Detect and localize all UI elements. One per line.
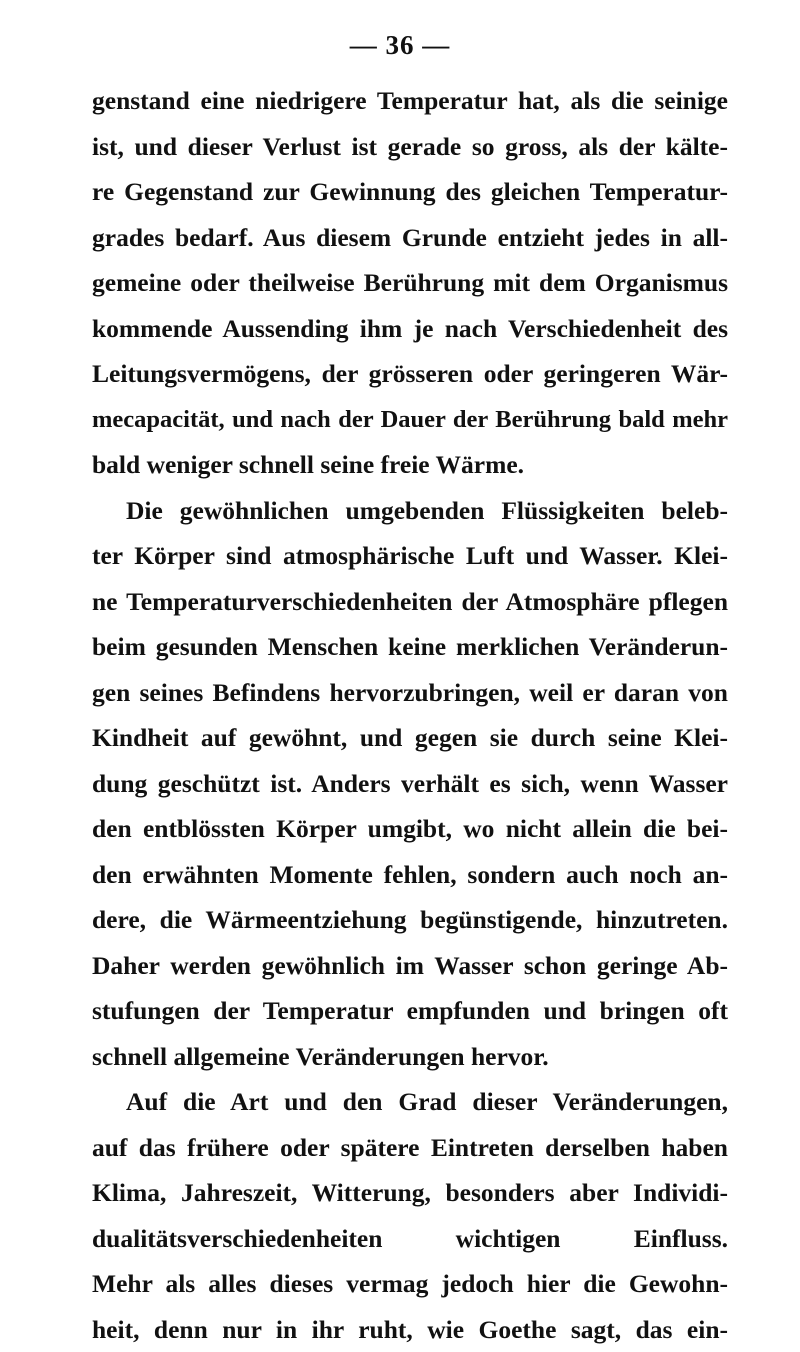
text-line: gen seines Befindens hervorzubringen, weil er daran von	[92, 670, 728, 716]
text-line: schnell allgemeine Veränderungen hervor.	[92, 1034, 728, 1080]
text-line: Die gewöhnlichen umgebenden Flüssigkeiten beleb-	[92, 488, 728, 534]
text-line: ist, und dieser Verlust ist gerade so gross, als der kälte-	[92, 124, 728, 170]
text-line: Daher werden gewöhnlich im Wasser schon geringe Ab-	[92, 943, 728, 989]
text-line: auf das frühere oder spätere Eintreten derselben haben	[92, 1125, 728, 1171]
text-line: den erwähnten Momente fehlen, sondern auch noch an-	[92, 852, 728, 898]
text-line: gemeine oder theilweise Berührung mit dem Organismus	[92, 260, 728, 306]
text-line: beim gesunden Menschen keine merklichen Veränderun-	[92, 624, 728, 670]
text-line: Mehr als alles dieses vermag jedoch hier die Gewohn-	[92, 1261, 728, 1307]
text-line: re Gegenstand zur Gewinnung des gleichen Temperatur-	[92, 169, 728, 215]
text-line: bald weniger schnell seine freie Wärme.	[92, 442, 728, 488]
body-text	[92, 78, 728, 1352]
text-line: Klima, Jahreszeit, Witterung, besonders aber Individi-	[92, 1170, 728, 1216]
text-line: genstand eine niedrigere Temperatur hat, als die seinige	[92, 78, 728, 124]
text-line: dualitätsverschiedenheiten wichtigen Einfluss.	[92, 1216, 728, 1262]
text-line: Kindheit auf gewöhnt, und gegen sie durch seine Klei-	[92, 715, 728, 761]
text-line: mecapacität, und nach der Dauer der Berührung bald mehr	[92, 397, 728, 443]
text-line: Auf die Art und den Grad dieser Veränderungen,	[92, 1079, 728, 1125]
page-number: — 36 —	[0, 30, 800, 61]
text-line: kommende Aussending ihm je nach Verschiedenheit des	[92, 306, 728, 352]
text-line: heit, denn nur in ihr ruht, wie Goethe sagt, das ein-	[92, 1307, 728, 1352]
text-line: den entblössten Körper umgibt, wo nicht allein die bei-	[92, 806, 728, 852]
text-line: stufungen der Temperatur empfunden und bringen oft	[92, 988, 728, 1034]
text-line: Leitungsvermögens, der grösseren oder geringeren Wär-	[92, 351, 728, 397]
text-line: grades bedarf. Aus diesem Grunde entzieht jedes in all-	[92, 215, 728, 261]
text-line: ter Körper sind atmosphärische Luft und Wasser. Klei-	[92, 533, 728, 579]
text-line: dere, die Wärmeentziehung begünstigende, hinzutreten.	[92, 897, 728, 943]
text-line: dung geschützt ist. Anders verhält es sich, wenn Wasser	[92, 761, 728, 807]
text-line: ne Temperaturverschiedenheiten der Atmosphäre pflegen	[92, 579, 728, 625]
